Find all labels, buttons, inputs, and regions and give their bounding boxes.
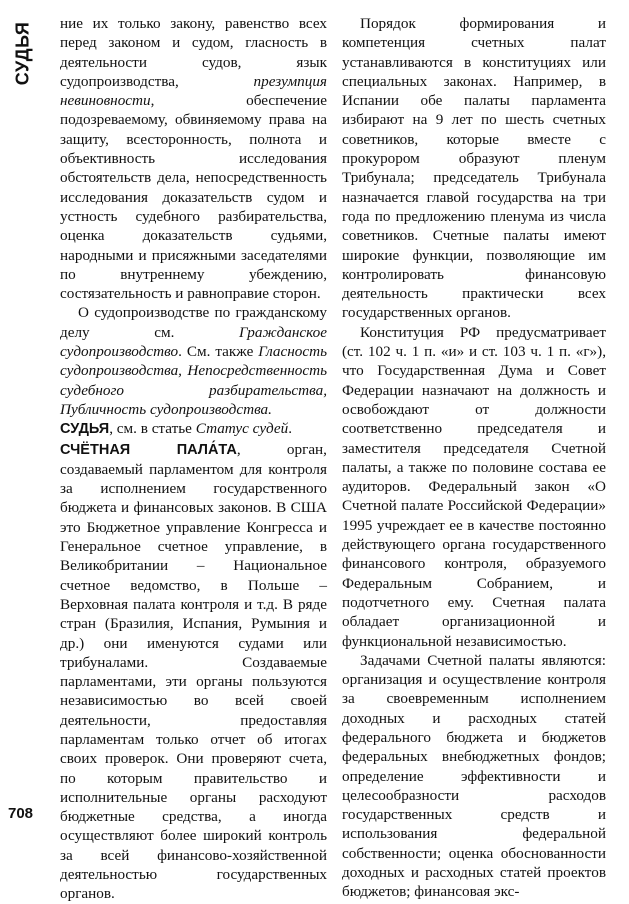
paragraph [60, 14, 327, 303]
text-run: , см. в статье [109, 420, 196, 438]
entry-headword: СЧЁТНАЯ ПАЛА́ТА [60, 441, 237, 458]
text-run: , орган, создаваемый парламентом для контроля за исполнением государственного бюджета и финансовых законов. В США это Бюджетное управление Конгресса и Генеральное счетное управление, в Великобритании – Национальное счетное ведомство, в Польше – Верховная палата контроля и т.д. В ряде стран (Бразилия, Испания, Румыния и др.) они именуются судами или трибуналами. Создаваемые парламентами, эти органы пользуются независимостью во всей своей деятельности, предоставляя парламентам только отчет об итогах своих проверок. Они проверяют счета, по которым правительство и исполнительные органы расходуют бюджетные средства, а иногда осуществляют более широкий контроль за всей финансово-хозяйственной деятельностью государственных органов. [60, 440, 327, 903]
cross-reference: презумпция невиновности [60, 72, 327, 110]
paragraph [60, 303, 327, 419]
entry-headword: СУДЬЯ [60, 421, 110, 438]
paragraph: Порядок формирования и компетенция счетных палат устанавливаются в конституциях или специальных законах. Например, в Испании обе палаты парламента избирают на 9 лет по шесть счетных советников, которые вместе с прокурором образуют пленум Трибунала; председатель Трибунала назначается главой государства на три года по предложению пленума из числа советников. Счетные палаты имеют широкие функции, позволяющие им контролировать финансовую деятельность практически всех государственных органов. [342, 15, 606, 322]
cross-reference: Статус судей [195, 420, 289, 438]
paragraph: Конституция РФ предусматривает (ст. 102 ч. 1 п. «и» и ст. 103 ч. 1 п. «г»), что Государственная Дума и Совет Федерации назначают на должность и освобождают от должности соответственно председателя и заместителя председателя Счетной палаты, а также по половине состава ее аудиторов. Федеральный закон «О Счетной палате Российской Федерации» 1995 учреждает ее в качестве постоянно действующего органа государственного финансового контроля, образуемого Федеральным Собранием, и подотчетного ему. Счетная палата обладает организационной и функциональной независимостью. [342, 323, 606, 650]
page-number: 708 [8, 805, 34, 822]
right-column [342, 14, 606, 902]
text-run: , обеспечение подозреваемому, обвиняемому права на защиту, всесторонность, полнота и объективность исследования обстоятельств дела, непосредственность исследования доказательств судом и устность судебного разбирательства, оценка доказательств судьями, народными и присяжными заседателями по внутреннему убеждению, состязательность и равноправие сторон. [60, 92, 327, 303]
text-run: . [288, 420, 293, 438]
paragraph: Задачами Счетной палаты являются: организация и осуществление контроля за своевременным исполнением доходных и расходных статей федерального бюджета и бюджетов федеральных внебюджетных фондов; определение эффективности и целесообразности расходов государственных средств и использования федеральной собственности; оценка обоснованности доходных и расходных статей проектов бюджетов; финансовая экс- [342, 651, 606, 901]
entry-schetnaya-palata [60, 440, 327, 904]
text-run: О судопроизводстве по гражданскому делу см. [60, 304, 327, 341]
entry-sudya [60, 419, 327, 439]
cross-reference: Гласность судопроизводства, Непосредственность судебного разбирательства, Публичность судопроизводства. [60, 343, 327, 418]
cross-reference: Гражданское судопроизводство [60, 323, 327, 361]
left-column [60, 14, 327, 904]
text-run: . См. также [178, 343, 259, 361]
running-head-text: СУДЬЯ [12, 21, 33, 85]
running-head [10, 18, 36, 88]
text-run: ние их только закону, равенство всех перед законом и судом, гласность в деятельности судов, язык судопроизводства, [60, 15, 327, 90]
